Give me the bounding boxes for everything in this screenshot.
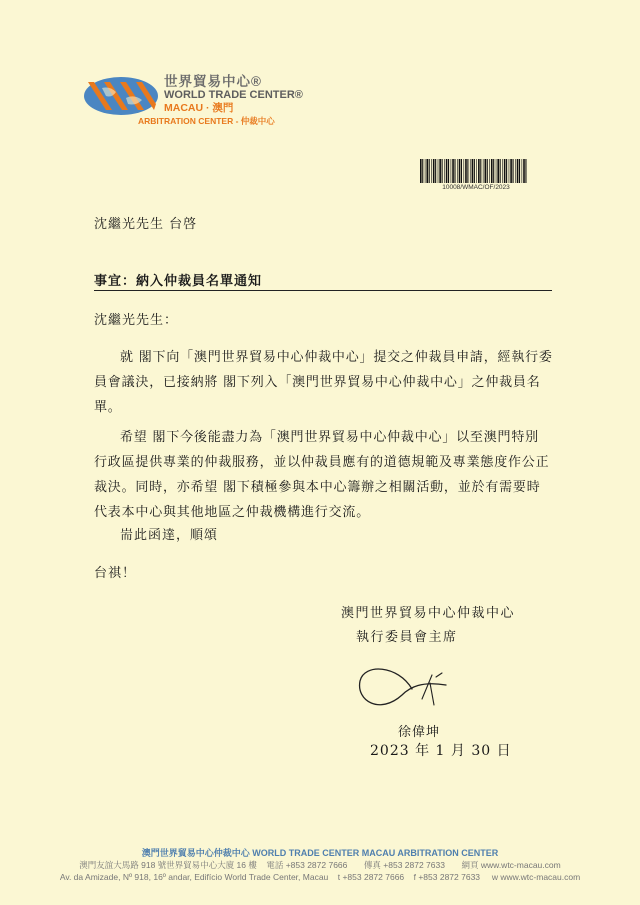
footer-contact-pt [0,872,640,882]
addressee: 沈繼光先生 台啓 [94,217,198,232]
paragraph-2-line: 行政區提供專業的仲裁服務，並以仲裁員應有的道德規範及專業態度作公正 [94,455,550,470]
wtc-logo-icon [82,76,160,116]
footer-tel-cn: 電話 +853 2872 7666 [266,860,348,870]
letterhead-name-en: WORLD TRADE CENTER® [164,89,303,101]
signature-title: 執行委員會主席 [356,630,458,645]
closing-phrase: 耑此函達，順頌 [120,528,219,543]
barcode-code: 10008/WMAC/OF/2023 [442,184,510,191]
letterhead-macau: MACAU · 澳門 [164,102,234,114]
footer-contact-cn [0,859,640,871]
salutation: 沈繼光先生： [94,313,179,328]
handwritten-signature-icon [350,655,460,727]
paragraph-1-line: 就 閣下向「澳門世界貿易中心仲裁中心」提交之仲裁員申請，經執行委 [120,350,553,365]
subject-line: 事宜：納入仲裁員名單通知 [94,274,263,289]
paragraph-2-line: 裁決。同時，亦希望 閣下積極參與本中心籌辦之相關活動，並於有需要時 [94,480,541,495]
paragraph-2-line: 代表本中心與其他地區之仲裁機構進行交流。 [94,505,371,520]
footer-tel-pt: t +853 2872 7666 [337,872,405,882]
barcode-icon [420,159,530,183]
footer-web-cn[interactable]: 網頁 www.wtc-macau.com [461,860,561,870]
letterhead-name-cn: 世界貿易中心® [164,74,262,89]
signatory-name: 徐偉坤 [398,725,441,740]
footer-fax-pt: f +853 2872 7633 [413,872,481,882]
footer-title: 澳門世界貿易中心仲裁中心 WORLD TRADE CENTER MACAU ARBITRATION CENTER [141,848,499,858]
footer-address-cn: 澳門友誼大馬路 918 號世界貿易中心大廈 16 樓 [79,860,257,870]
paragraph-1-line: 單。 [94,400,122,415]
paragraph-1-line: 員會議決，已接納將 閣下列入「澳門世界貿易中心仲裁中心」之仲裁員名 [94,375,541,390]
regards: 台祺！ [94,566,137,581]
paragraph-2-line: 希望 閣下今後能盡力為「澳門世界貿易中心仲裁中心」以至澳門特別 [120,430,539,445]
footer-web-pt[interactable]: w www.wtc-macau.com [491,872,581,882]
letterhead-arbitration: ARBITRATION CENTER - 仲裁中心 [138,116,275,126]
paragraph-1 [94,345,554,420]
letter-date: 2023 年 1 月 30 日 [370,743,512,759]
subject-underline [94,290,552,291]
paragraph-2 [94,425,554,525]
footer-address-pt: Av. da Amizade, Nº 918, 16º andar, Edifício World Trade Center, Macau [59,872,329,882]
signature-organization: 澳門世界貿易中心仲裁中心 [341,606,516,621]
letterhead-text [164,74,303,115]
footer-fax-cn: 傳真 +853 2872 7633 [363,860,445,870]
